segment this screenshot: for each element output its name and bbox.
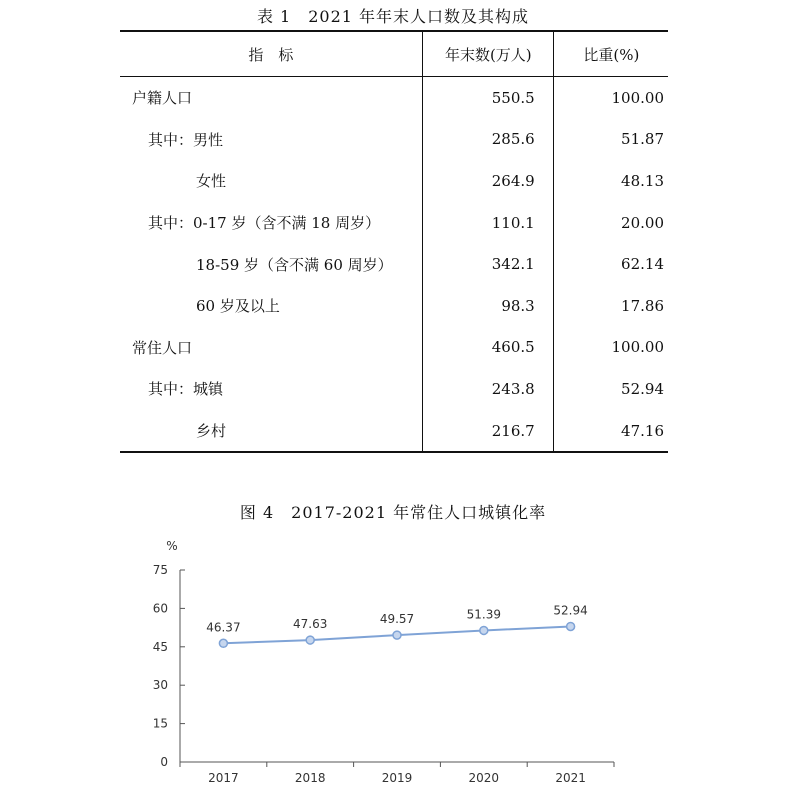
- table-row: [120, 410, 668, 453]
- row-label: 常住人口: [132, 338, 193, 357]
- row-value: 460.5: [422, 327, 553, 369]
- header-share: 比重(%): [553, 31, 668, 77]
- data-label: 51.39: [466, 607, 501, 622]
- table-row: [120, 160, 668, 202]
- row-label: 乡村: [120, 410, 422, 453]
- y-tick-label: 30: [152, 678, 168, 693]
- table-header-row: [120, 31, 668, 77]
- row-value: 110.1: [422, 202, 553, 244]
- data-label: 47.63: [293, 617, 328, 632]
- chart-series: [206, 603, 588, 647]
- x-tick-label: 2021: [555, 771, 586, 785]
- table-row: [120, 243, 668, 285]
- chart-axes: [153, 539, 614, 785]
- row-share: 48.13: [553, 160, 668, 202]
- population-table: [120, 30, 668, 453]
- data-point: [393, 631, 401, 639]
- x-tick-label: 2017: [208, 771, 239, 785]
- row-value: 243.8: [422, 368, 553, 410]
- row-value: 285.6: [422, 119, 553, 161]
- y-tick-label: 75: [152, 563, 168, 577]
- x-tick-label: 2020: [468, 771, 500, 785]
- data-point: [219, 639, 227, 647]
- table-row: [120, 368, 668, 410]
- row-label: 60 岁及以上: [196, 297, 280, 316]
- row-share: 100.00: [553, 77, 668, 119]
- row-value: 550.5: [422, 77, 553, 119]
- y-axis-unit-label: %: [166, 539, 178, 553]
- table-row: [120, 202, 668, 244]
- data-label: 49.57: [379, 612, 415, 627]
- y-tick-label: 45: [152, 639, 168, 654]
- header-year-end-count: 年末数(万人): [422, 31, 553, 77]
- table-row: [120, 285, 668, 327]
- x-tick-label: 2019: [381, 771, 413, 785]
- header-indicator: 指 标: [120, 31, 422, 77]
- row-value: 342.1: [422, 243, 553, 285]
- y-tick-label: 0: [160, 755, 168, 769]
- y-tick-label: 60: [152, 601, 168, 616]
- row-share: 47.16: [553, 410, 668, 453]
- data-label: 46.37: [206, 620, 241, 635]
- row-label: 女性: [196, 172, 227, 191]
- row-label: 户籍人口: [132, 89, 193, 108]
- row-value: 98.3: [422, 285, 553, 327]
- row-label: 18-59 岁（含不满 60 周岁）: [196, 255, 393, 274]
- table-row: [120, 119, 668, 161]
- urbanization-line-chart: [0, 530, 786, 809]
- y-tick-label: 15: [152, 716, 168, 731]
- table-row: [120, 77, 668, 119]
- row-share: 100.00: [553, 327, 668, 369]
- data-point: [567, 622, 575, 630]
- table-row: [120, 327, 668, 369]
- data-point: [306, 636, 314, 644]
- row-share: 51.87: [553, 119, 668, 161]
- row-value: 216.7: [422, 410, 553, 453]
- row-share: 20.00: [553, 202, 668, 244]
- row-label: 其中：男性: [148, 130, 224, 149]
- x-tick-label: 2018: [294, 771, 326, 785]
- table-title: 表 1 2021 年年末人口数及其构成: [256, 7, 530, 26]
- row-share: 17.86: [553, 285, 668, 327]
- row-share: 62.14: [553, 243, 668, 285]
- data-point: [480, 626, 488, 634]
- data-label: 52.94: [553, 603, 588, 618]
- figure-title: 图 4 2017-2021 年常住人口城镇化率: [239, 503, 547, 522]
- row-share: 52.94: [553, 368, 668, 410]
- row-label: 其中：城镇: [148, 380, 224, 399]
- table-body: [120, 77, 668, 453]
- row-value: 264.9: [422, 160, 553, 202]
- row-label: 其中：0-17 岁（含不满 18 周岁）: [148, 214, 381, 233]
